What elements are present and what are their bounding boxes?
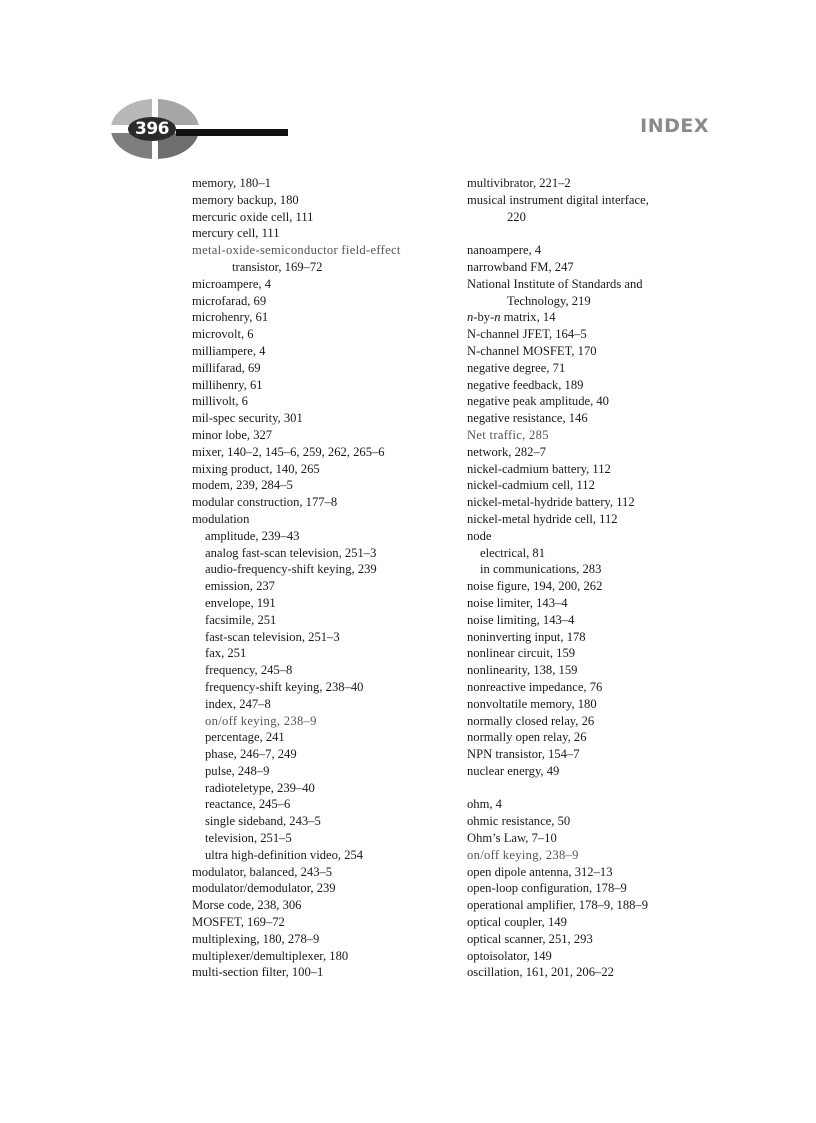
index-entry-continuation: transistor, 169–72: [232, 259, 323, 274]
running-head: INDEX: [640, 115, 709, 137]
index-entry: multivibrator, 221–2: [467, 176, 571, 190]
index-entry: Morse code, 238, 306: [192, 898, 302, 913]
index-subentry: in communications, 283: [480, 562, 602, 577]
index-entry: negative feedback, 189: [467, 377, 584, 392]
index-subentry: reactance, 245–6: [205, 797, 291, 812]
index-entry: negative resistance, 146: [467, 411, 588, 426]
index-entry: ohmic resistance, 50: [467, 814, 571, 829]
index-entry: nonvoltatile memory, 180: [467, 696, 597, 711]
index-subentry: fax, 251: [205, 646, 247, 661]
index-entry: node: [467, 528, 492, 543]
index-entry: normally closed relay, 26: [467, 713, 595, 728]
index-entry: modulation: [192, 511, 250, 526]
index-subentry: index, 247–8: [205, 696, 271, 711]
index-entry: open dipole antenna, 312–13: [467, 864, 613, 879]
index-entry: millifarad, 69: [192, 360, 261, 375]
index-entry: modem, 239, 284–5: [192, 478, 293, 493]
index-entry: oscillation, 161, 201, 206–22: [467, 965, 614, 980]
index-entry: N-channel MOSFET, 170: [467, 343, 597, 358]
index-entry: mixer, 140–2, 145–6, 259, 262, 265–6: [192, 444, 385, 459]
index-subentry: audio-frequency-shift keying, 239: [205, 562, 377, 577]
index-entry: noise figure, 194, 200, 262: [467, 579, 603, 594]
index-entry: Ohm’s Law, 7–10: [467, 831, 557, 846]
index-entry: mixing product, 140, 265: [192, 461, 320, 476]
index-entry: nuclear energy, 49: [467, 763, 560, 778]
index-entry: operational amplifier, 178–9, 188–9: [467, 898, 649, 913]
index-entry: metal-oxide-semiconductor field-effect: [192, 243, 401, 258]
index-entry: noise limiter, 143–4: [467, 595, 568, 610]
index-entry-continuation: 220: [507, 209, 526, 224]
index-entry: multiplexing, 180, 278–9: [192, 931, 320, 946]
index-subentry: frequency-shift keying, 238–40: [205, 679, 364, 694]
index-entry: open-loop configuration, 178–9: [467, 881, 627, 896]
index-entry: optical coupler, 149: [467, 915, 567, 930]
index-subentry: frequency, 245–8: [205, 663, 293, 678]
index-subentry: electrical, 81: [480, 545, 546, 560]
index-entry: modular construction, 177–8: [192, 495, 338, 510]
index-entry: multi-section filter, 100–1: [192, 965, 324, 980]
index-entry: millivolt, 6: [192, 394, 248, 409]
letter-group-gap: [467, 225, 697, 242]
index-subentry: pulse, 248–9: [205, 763, 270, 778]
index-entry: noise limiting, 143–4: [467, 612, 575, 627]
index-entry: modulator/demodulator, 239: [192, 881, 336, 896]
index-entry: minor lobe, 327: [192, 427, 273, 442]
index-column-right: [467, 175, 697, 981]
index-subentry: envelope, 191: [205, 595, 276, 610]
index-entry: microampere, 4: [192, 276, 272, 291]
index-subentry: on/off keying, 238–9: [205, 713, 317, 728]
index-entry: NPN transistor, 154–7: [467, 747, 580, 762]
index-entry: network, 282–7: [467, 444, 547, 459]
index-subentry: amplitude, 239–43: [205, 528, 300, 543]
index-entry: nickel-metal-hydride battery, 112: [467, 495, 635, 510]
index-entry: nickel-metal hydride cell, 112: [467, 511, 618, 526]
header-rule: [176, 129, 288, 136]
index-entry: nonlinearity, 138, 159: [467, 663, 578, 678]
index-subentry: single sideband, 243–5: [205, 814, 321, 829]
index-entry: negative peak amplitude, 40: [467, 394, 609, 409]
index-entry: memory, 180–1: [192, 176, 271, 190]
index-subentry: analog fast-scan television, 251–3: [205, 545, 377, 560]
index-entry: n-by-n matrix, 14: [467, 310, 556, 325]
index-entry: multiplexer/demultiplexer, 180: [192, 948, 349, 963]
index-subentry: television, 251–5: [205, 831, 292, 846]
page-header: [0, 0, 816, 180]
index-subentry: facsimile, 251: [205, 612, 277, 627]
index-entry: mercuric oxide cell, 111: [192, 209, 314, 224]
index-subentry: radioteletype, 239–40: [205, 780, 315, 795]
index-entry: N-channel JFET, 164–5: [467, 327, 587, 342]
index-subentry: fast-scan television, 251–3: [205, 629, 340, 644]
page-number: 396: [135, 119, 169, 139]
index-entry: nickel-cadmium battery, 112: [467, 461, 611, 476]
index-entry: noninverting input, 178: [467, 629, 586, 644]
index-entry: normally open relay, 26: [467, 730, 587, 745]
index-entry: nonlinear circuit, 159: [467, 646, 576, 661]
index-subentry: phase, 246–7, 249: [205, 747, 297, 762]
letter-group-gap: [467, 780, 697, 797]
index-subentry: percentage, 241: [205, 730, 285, 745]
index-entry: MOSFET, 169–72: [192, 915, 285, 930]
index-entry: microfarad, 69: [192, 293, 267, 308]
index-subentry: emission, 237: [205, 579, 275, 594]
index-column-left: [192, 175, 442, 981]
index-entry: on/off keying, 238–9: [467, 847, 579, 862]
index-entry: nonreactive impedance, 76: [467, 679, 603, 694]
index-entry: microhenry, 61: [192, 310, 269, 325]
index-entry: microvolt, 6: [192, 327, 254, 342]
index-entry: memory backup, 180: [192, 192, 299, 207]
index-entry: millihenry, 61: [192, 377, 263, 392]
index-entry: musical instrument digital interface,: [467, 192, 649, 207]
index-entry: National Institute of Standards and: [467, 276, 643, 291]
index-entry: Net traffic, 285: [467, 427, 549, 442]
index-entry: negative degree, 71: [467, 360, 566, 375]
index-entry: optical scanner, 251, 293: [467, 931, 593, 946]
index-entry: ohm, 4: [467, 797, 502, 812]
index-entry: modulator, balanced, 243–5: [192, 864, 333, 879]
index-entry: optoisolator, 149: [467, 948, 552, 963]
index-entry: mercury cell, 111: [192, 226, 280, 241]
index-entry: mil-spec security, 301: [192, 411, 303, 426]
index-entry: nanoampere, 4: [467, 243, 542, 258]
index-entry: milliampere, 4: [192, 343, 266, 358]
index-entry-continuation: Technology, 219: [507, 293, 591, 308]
index-subentry: ultra high-definition video, 254: [205, 847, 364, 862]
index-entry: narrowband FM, 247: [467, 259, 574, 274]
index-entry: nickel-cadmium cell, 112: [467, 478, 595, 493]
